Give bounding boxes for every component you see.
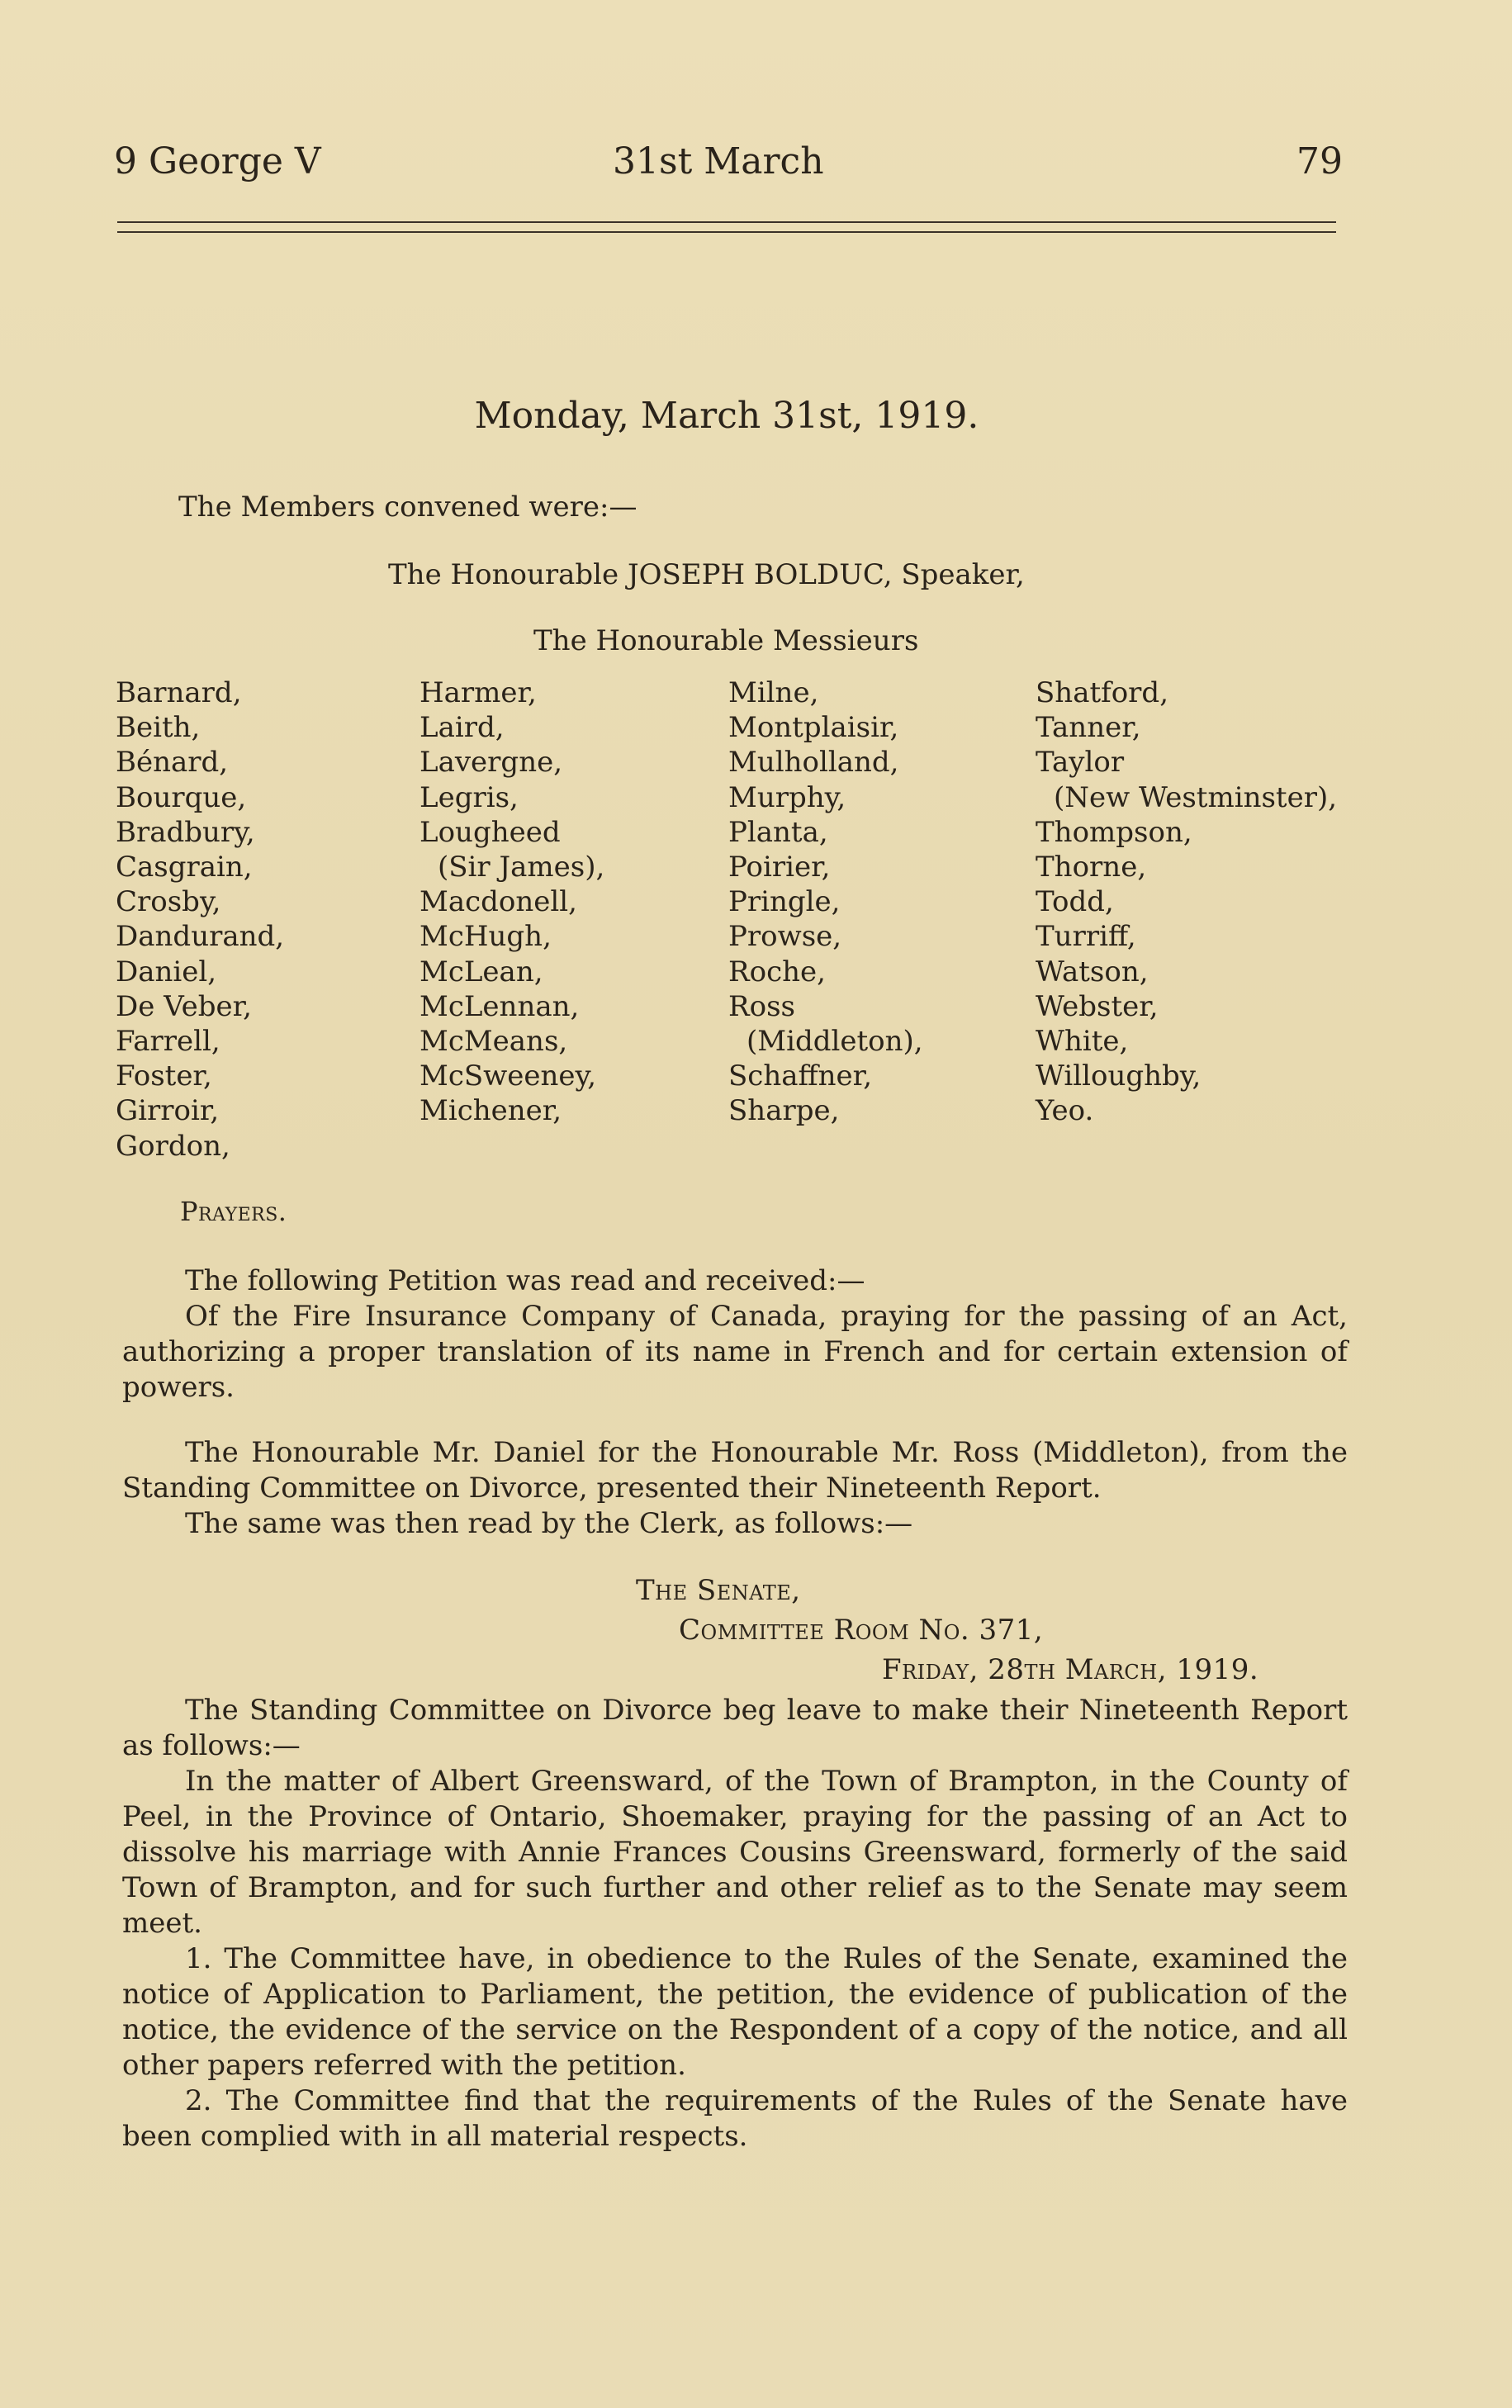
member-name: Turriff, xyxy=(1036,920,1136,954)
member-name: Legris, xyxy=(419,780,519,814)
member-name: Murphy, xyxy=(728,780,846,814)
member-name: Milne, xyxy=(728,676,819,709)
member-name: Tanner, xyxy=(1036,711,1141,745)
member-name: Watson, xyxy=(1036,955,1149,988)
member-name: Prowse, xyxy=(728,920,842,954)
member-name: Crosby, xyxy=(116,885,221,919)
page-title: Monday, March 31st, 1919. xyxy=(474,395,979,437)
petition-section xyxy=(122,1263,1348,1405)
report-intro: The Honourable Mr. Daniel for the Honourable Mr. Ross (Middleton), from the Standing Committee on Divorce, presented their Nineteenth Report. xyxy=(122,1436,1348,1505)
member-name: McSweeney, xyxy=(419,1059,597,1093)
report-paragraph-2: In the matter of Albert Greensward, of the Town of Brampton, in the County of Peel, in the Province of Ontario, Shoemaker, praying for the passing of an Act to dissolve his marriage with Annie Frances Cousins Greensward, formerly of the said Town of Brampton, and for such further and other relief as to the Senate may seem meet. xyxy=(122,1765,1348,1940)
member-name: McLennan, xyxy=(419,989,580,1023)
member-name: Shatford, xyxy=(1036,676,1169,709)
member-name: Harmer, xyxy=(419,676,537,709)
header-date: 31st March xyxy=(613,140,824,182)
report-section xyxy=(122,1435,1348,1542)
member-name: Farrell, xyxy=(116,1025,220,1059)
member-name: Michener, xyxy=(419,1094,562,1128)
petition-intro: The following Petition was read and received:— xyxy=(185,1264,865,1297)
member-name: Todd, xyxy=(1036,885,1114,919)
header-rule-top xyxy=(117,221,1336,223)
member-name: Dandurand, xyxy=(116,920,285,954)
member-name: Sharpe, xyxy=(728,1094,840,1128)
messieurs-heading: The Honourable Messieurs xyxy=(533,624,919,657)
member-name: (Sir James), xyxy=(438,851,605,884)
member-name: Pringle, xyxy=(728,885,841,919)
member-name: Gordon, xyxy=(116,1129,230,1163)
member-name: (Middleton), xyxy=(747,1025,923,1059)
report-body xyxy=(122,1693,1348,2154)
member-name: Bradbury, xyxy=(116,815,255,849)
member-name: Barnard, xyxy=(116,676,242,709)
member-name: Casgrain, xyxy=(116,851,253,884)
member-name: Girroir, xyxy=(116,1094,220,1128)
members-column-2 xyxy=(419,675,604,1129)
members-column-3 xyxy=(728,675,923,1129)
speaker-line: The Honourable JOSEPH BOLDUC, Speaker, xyxy=(388,558,1025,591)
member-name: Poirier, xyxy=(728,851,831,884)
letterhead-room: Committee Room No. 371, xyxy=(679,1614,1044,1647)
member-name: Bénard, xyxy=(116,746,229,780)
header-rule-bottom xyxy=(117,231,1336,233)
member-name: Montplaisir, xyxy=(728,711,899,745)
letterhead-senate: The Senate, xyxy=(636,1574,801,1607)
header-regnal-year: 9 George V xyxy=(114,140,321,182)
petition-body: Of the Fire Insurance Company of Canada, praying for the passing of an Act, authorizing a proper translation of its name in French and for certain extension of powers. xyxy=(122,1300,1348,1404)
member-name: Webster, xyxy=(1036,989,1159,1023)
report-read: The same was then read by the Clerk, as follows:— xyxy=(185,1507,913,1540)
member-name: De Veber, xyxy=(116,989,252,1023)
member-name: McLean, xyxy=(419,955,543,988)
member-name: Mulholland, xyxy=(728,746,899,780)
members-column-4 xyxy=(1036,675,1337,1129)
member-name: Planta, xyxy=(728,815,828,849)
member-name: Daniel, xyxy=(116,955,217,988)
member-name: Bourque, xyxy=(116,780,247,814)
member-name: Ross xyxy=(728,989,795,1023)
member-name: White, xyxy=(1036,1025,1129,1059)
header-page-number: 79 xyxy=(1296,140,1343,182)
member-name: Willoughby, xyxy=(1036,1059,1202,1093)
member-name: Beith, xyxy=(116,711,201,745)
member-name: Lougheed xyxy=(419,815,561,849)
member-name: Yeo. xyxy=(1036,1094,1094,1128)
report-paragraph-4: 2. The Committee find that the requirements of the Rules of the Senate have been complied with in all material respects. xyxy=(122,2084,1348,2153)
member-name: Foster, xyxy=(116,1059,212,1093)
member-name: McMeans, xyxy=(419,1025,568,1059)
letterhead-date: Friday, 28th March, 1919. xyxy=(882,1653,1259,1686)
report-paragraph-1: The Standing Committee on Divorce beg leave to make their Nineteenth Report as follows:— xyxy=(122,1694,1348,1762)
member-name: Taylor xyxy=(1036,746,1125,780)
members-intro: The Members convened were:— xyxy=(178,491,638,524)
member-name: Thorne, xyxy=(1036,851,1147,884)
member-name: Thompson, xyxy=(1036,815,1192,849)
member-name: (New Westminster), xyxy=(1054,780,1338,814)
member-name: Lavergne, xyxy=(419,746,563,780)
member-name: Macdonell, xyxy=(419,885,577,919)
members-column-1 xyxy=(116,675,284,1164)
member-name: McHugh, xyxy=(419,920,552,954)
member-name: Schaffner, xyxy=(728,1059,873,1093)
prayers-heading: Prayers. xyxy=(180,1196,287,1227)
member-name: Laird, xyxy=(419,711,505,745)
report-paragraph-3: 1. The Committee have, in obedience to the Rules of the Senate, examined the notice of Application to Parliament, the petition, the evidence of publication of the notice, the evidence of the service on the Respondent of a copy of the notice, and all other papers referred with the petition. xyxy=(122,1942,1348,2082)
member-name: Roche, xyxy=(728,955,826,988)
